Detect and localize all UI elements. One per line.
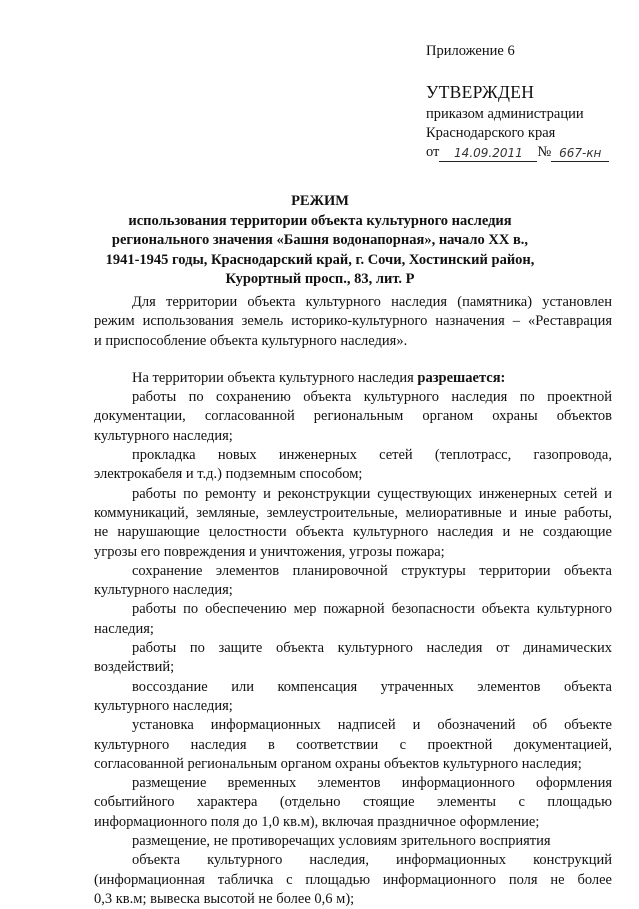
list-item: работы по ремонту и реконструкции существующих инженерных сетей и коммуникаций, земляные, землеустроительные, мелиоративные и иные работы, не нарушающие целостности объекта культурного наследия и не создающие угрозы его повреждения и уничтожения, угрозы пожара; [94,485,612,560]
approval-header [426,42,631,162]
list-item: работы по обеспечению мер пожарной безопасности объекта культурного наследия; [94,601,612,637]
date-prefix: от [426,144,440,160]
approval-line-2: Краснодарского края [426,125,556,141]
title-line: Курортный просп., 83, лит. Р [225,271,415,287]
list-item: размещение временных элементов информационного оформления событийного характера (отдельно стоящие элементы с площадью информационного поля до 1,0 кв.м), включая праздничное оформление; [94,775,612,830]
title-line: использования территории объекта культурного наследия [128,212,512,229]
list-item: объекта культурного наследия, информационных конструкций (информационная табличка с площадью информационного поля не более 0,3 кв.м; вывеска высотой не более 0,6 м); [94,852,612,907]
approved-stamp: УТВЕРЖДЕН [426,82,535,102]
list-item: воссоздание или компенсация утраченных элементов объекта культурного наследия; [94,678,612,714]
list-item: работы по сохранению объекта культурного наследия по проектной документации, согласованной региональным органом охраны объектов культурного наследия; [94,389,612,444]
list-item: прокладка новых инженерных сетей (теплотрасс, газопровода, электрокабеля и т.д.) подземным способом; [94,447,612,483]
document-body [94,293,612,909]
approval-line-1: приказом администрации [426,106,584,122]
title-line: регионального значения «Башня водонапорная», начало XX в., [111,232,529,248]
handwritten-date: 14.09.2011 [439,146,537,162]
allowed-heading: На территории объекта культурного наследия разрешается: [132,369,506,386]
list-item: размещение, не противоречащих условиям зрительного восприятия [132,833,551,850]
intro-paragraph: Для территории объекта культурного наследия (памятника) установлен режим использования земель историко-культурного назначения – «Реставрация и приспособление объекта культурного наследия». [94,294,612,349]
list-item: работы по защите объекта культурного наследия от динамических воздействий; [94,640,612,676]
allowed-word: разрешается: [417,369,506,386]
number-prefix: № [537,144,552,160]
list-item: установка информационных надписей и обозначений об объекте культурного наследия в соответствии с проектной документацией, согласованной региональным органом охраны объектов культурного наследия; [94,717,612,772]
handwritten-number: 667-кн [551,146,609,162]
document-title [95,192,545,290]
allowed-items-list [94,388,612,909]
date-number-row [426,143,631,162]
list-item: сохранение элементов планировочной структуры территории объекта культурного наследия; [94,562,612,599]
title-main: РЕЖИМ [291,193,349,209]
appendix-label: Приложение 6 [426,43,515,59]
title-line: 1941-1945 годы, Краснодарский край, г. Сочи, Хостинский район, [105,251,535,268]
